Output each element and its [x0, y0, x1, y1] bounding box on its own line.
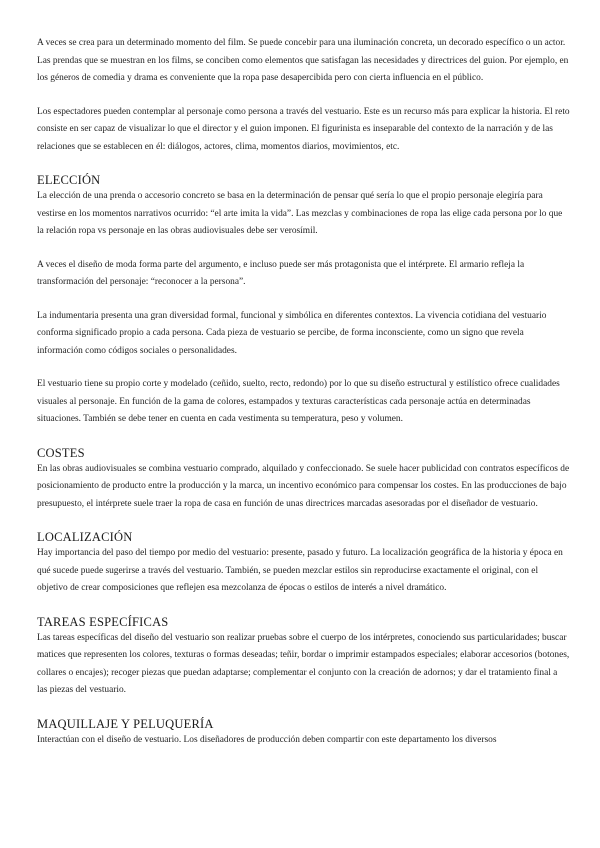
- tareas-paragraph-1: Las tareas específicas del diseño del vestuario son realizar pruebas sobre el cuerpo de los intérpretes, conociendo sus particularidades; buscar matices que representen los colores, texturas o formas deseadas; teñir, bordar o imprimir estampados especiales; elaborar accesorios (botones, collares o encajes); recoger piezas que puedan adaptarse; complementar el conjunto con la creación de adornos; y dar el tratamiento final a las piezas del vestuario.: [37, 632, 570, 695]
- intro-paragraph-2: Los espectadores pueden contemplar al personaje como persona a través del vestuario. Este es un recurso más para explicar la historia. El reto consiste en ser capaz de visualizar lo que el director y el guion imponen. El figurinista es inseparable del contexto de la narración y de las relaciones que se establecen en él: diálogos, actores, clima, momentos diarios, movimientos, etc.: [37, 106, 570, 152]
- section-heading-maquillaje: MAQUILLAJE Y PELUQUERÍA: [37, 716, 214, 731]
- costes-paragraph-1: En las obras audiovisuales se combina vestuario comprado, alquilado y confeccionado. Se suele hacer publicidad con contratos específicos de posicionamiento de producto entre la producción y la marca, un incentivo económico para compensar los costes. En las producciones de bajo presupuesto, el intérprete suele traer la ropa de casa en función de unas directrices marcadas asesoradas por el diseñador de vestuario.: [37, 463, 570, 509]
- eleccion-paragraph-1: La elección de una prenda o accesorio concreto se basa en la determinación de pensar qué sería lo que el propio personaje elegiría para vestirse en los momentos narrativos ocurrido: “el arte imita la vida”. Las mezclas y combinaciones de ropa las elige cada persona por lo que la relación ropa vs personaje en las obras audiovisuales debe ser verosímil.: [37, 191, 563, 236]
- eleccion-paragraph-2: A veces el diseño de moda forma parte del argumento, e incluso puede ser más protagonista que el intérprete. El armario refleja la transformación del personaje: “reconocer a la persona”.: [37, 259, 525, 287]
- section-heading-localizacion: LOCALIZACIÓN: [37, 530, 133, 544]
- section-heading-eleccion: ELECCIÓN: [37, 173, 101, 187]
- section-heading-costes: COSTES: [37, 445, 85, 460]
- intro-paragraph-1: A veces se crea para un determinado momento del film. Se puede concebir para una iluminación concreta, un decorado específico o un actor. Las prendas que se muestran en los films, se conciben como elementos que satisfagan las necesidades y directrices del guion. Por ejemplo, en los géneros de comedia y drama es conveniente que la ropa pase desapercibida pero con cierta influencia en el público.: [37, 38, 569, 83]
- section-heading-tareas: TAREAS ESPECÍFICAS: [37, 614, 169, 629]
- eleccion-paragraph-3: La indumentaria presenta una gran diversidad formal, funcional y simbólica en diferentes contextos. La vivencia cotidiana del vestuario conforma significado propio a cada persona. Cada pieza de vestuario se percibe, de forma inconsciente, como un signo que revela información como códigos sociales o personalidades.: [37, 310, 547, 356]
- maquillaje-paragraph-1: Interactúan con el diseño de vestuario. Los diseñadores de producción deben compartir con este departamento los diversos: [37, 734, 497, 745]
- document-page: [37, 35, 570, 749]
- localizacion-paragraph-1: Hay importancia del paso del tiempo por medio del vestuario: presente, pasado y futuro. La localización geográfica de la historia y época en qué sucede puede sugerirse a través del vestuario. También, se pueden mezclar estilos sin reproducirse exactamente el original, con el objetivo de crear composiciones que reflejen esa mezcolanza de épocas o estilos de interés a nivel dramático.: [37, 548, 563, 593]
- eleccion-paragraph-4: El vestuario tiene su propio corte y modelado (ceñido, suelto, recto, redondo) por lo que su diseño estructural y estilístico ofrece cualidades visuales al personaje. En función de la gama de colores, estampados y texturas características cada personaje actúa en determinadas situaciones. También se debe tener en cuenta en cada vestimenta su temperatura, peso y volumen.: [37, 379, 560, 424]
